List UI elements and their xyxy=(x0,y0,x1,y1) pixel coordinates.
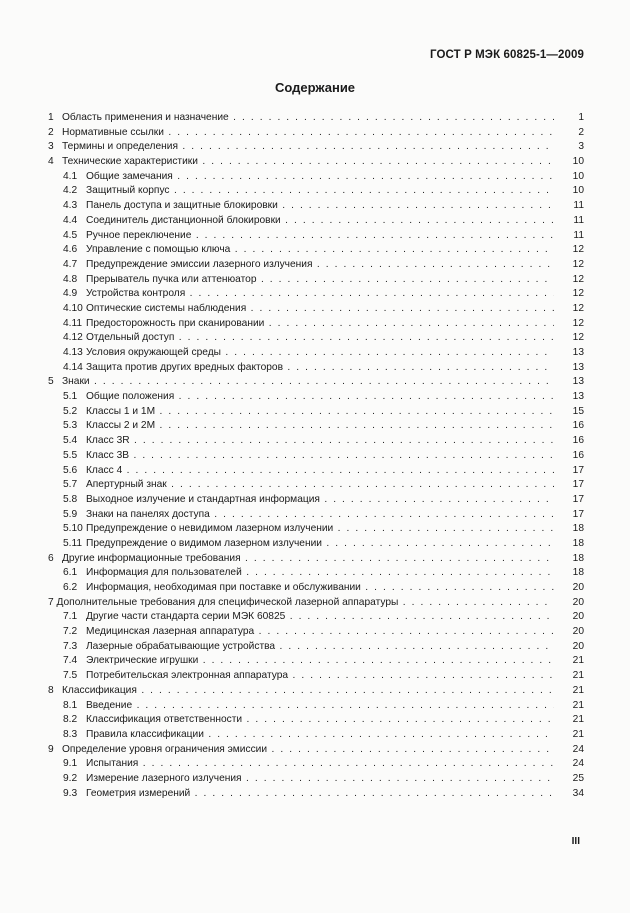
toc-entry-page: 18 xyxy=(572,523,584,535)
toc-entry-page: 13 xyxy=(572,376,584,388)
toc-entry-number: 4.1 xyxy=(63,170,78,182)
toc-entry-page: 25 xyxy=(572,772,584,784)
toc-entry-page: 20 xyxy=(572,611,584,623)
toc-entry-page: 15 xyxy=(572,405,584,417)
toc-entry[interactable] xyxy=(48,537,584,552)
toc-entry[interactable] xyxy=(48,140,584,155)
toc-entry-title: Нормативные ссылки . . . xyxy=(62,126,554,141)
toc-entry[interactable] xyxy=(48,508,584,523)
toc-entry-page: 20 xyxy=(572,582,584,593)
toc-entry-number: 5.1 xyxy=(63,391,78,403)
toc-entry-number: 5.8 xyxy=(63,493,78,505)
toc-entry-title: Отдельный доступ . . . xyxy=(86,331,554,346)
toc-entry[interactable] xyxy=(48,111,584,126)
toc-entry-number: 1 xyxy=(48,112,54,123)
page-title: Содержание xyxy=(274,80,356,95)
toc-entry-title: Выходное излучение и стандартная информация . . . xyxy=(86,493,554,508)
toc-entry[interactable] xyxy=(48,743,584,758)
toc-entry-title: Потребительская электронная аппаратура . . . xyxy=(86,669,554,684)
toc-entry-page: 17 xyxy=(572,493,584,505)
toc-entry[interactable] xyxy=(48,787,584,802)
toc-entry-number: 3 xyxy=(48,141,54,153)
toc-entry[interactable] xyxy=(48,419,584,434)
toc-entry-title: Предупреждение о невидимом лазерном излучении . . . xyxy=(86,522,554,537)
toc-entry-page: 20 xyxy=(572,626,584,638)
toc-entry-page: 17 xyxy=(572,508,584,520)
toc-entry-number: 4.3 xyxy=(63,200,78,212)
toc-entry-title: Геометрия измерений . . . xyxy=(86,787,554,802)
toc-entry-page: 10 xyxy=(572,185,584,197)
toc-entry-title: Защитный корпус . . . xyxy=(86,184,554,199)
toc-entry-title: Панель доступа и защитные блокировки . . . xyxy=(86,199,554,214)
toc-entry-number: 4.13 xyxy=(63,347,83,358)
toc-entry[interactable] xyxy=(48,684,584,699)
toc-entry-page: 34 xyxy=(572,787,584,799)
toc-entry[interactable] xyxy=(48,552,584,567)
toc-entry[interactable] xyxy=(48,464,584,479)
toc-entry[interactable] xyxy=(48,331,584,346)
toc-entry-page: 12 xyxy=(572,332,584,344)
toc-entry-number: 5.6 xyxy=(63,464,78,476)
toc-entry[interactable] xyxy=(48,713,584,728)
toc-entry-title: Технические характеристики . . . xyxy=(62,155,554,170)
toc-entry-page: 21 xyxy=(572,670,584,682)
toc-entry-page: 12 xyxy=(572,273,584,285)
toc-entry-page: 18 xyxy=(572,552,584,564)
toc-entry-title: Классификация ответственности . . . xyxy=(86,713,554,728)
toc-entry-number: 8.2 xyxy=(63,714,78,726)
toc-entry-number: 4.6 xyxy=(63,244,78,256)
toc-entry-number: 4 xyxy=(48,156,54,168)
toc-entry[interactable] xyxy=(48,640,584,655)
toc-entry-page: 2 xyxy=(578,126,584,138)
toc-entry-title: Знаки на панелях доступа . . . xyxy=(86,508,554,523)
toc-entry[interactable] xyxy=(48,317,584,332)
toc-entry-title: Общие положения . . . xyxy=(86,390,554,405)
toc-entry-title: Введение . . . xyxy=(86,699,554,714)
toc-entry-title: Общие замечания . . . xyxy=(86,170,554,185)
toc-entry-number: 9.3 xyxy=(63,787,78,799)
toc-entry-title: Защита против других вредных факторов . . . xyxy=(86,361,554,376)
toc-entry-title: Устройства контроля . . . xyxy=(86,287,554,302)
toc-entry-number: 7.5 xyxy=(63,670,78,682)
toc-entry-title: Правила классификации . . . xyxy=(86,728,554,743)
toc-entry-number: 5.9 xyxy=(63,508,78,520)
toc-entry-page: 12 xyxy=(572,317,584,329)
toc-entry-title: Область применения и назначение . . . xyxy=(62,111,554,126)
toc-entry-page: 20 xyxy=(572,640,584,652)
toc-entry-title: Класс 4 . . . xyxy=(86,464,554,479)
toc-entry-number: 4.2 xyxy=(63,185,78,197)
toc-entry-title: Термины и определения . . . xyxy=(62,140,554,155)
toc-entry[interactable] xyxy=(48,229,584,244)
toc-entry-page: 11 xyxy=(573,214,584,226)
toc-entry[interactable] xyxy=(48,184,584,199)
toc-entry-page: 21 xyxy=(572,714,584,726)
toc-entry-title: Информация для пользователей . . . xyxy=(86,566,554,581)
toc-entry-number: 5.10 xyxy=(63,523,83,535)
toc-entry-title: Предупреждение эмиссии лазерного излучения . . . xyxy=(86,258,554,273)
toc-entry[interactable] xyxy=(48,273,584,288)
toc-entry[interactable] xyxy=(48,126,584,141)
toc-entry-page: 21 xyxy=(572,728,584,740)
toc-entry[interactable] xyxy=(48,170,584,185)
toc-entry[interactable] xyxy=(48,243,584,258)
toc-entry[interactable] xyxy=(48,434,584,449)
toc-entry[interactable] xyxy=(48,772,584,787)
toc-entry-page: 16 xyxy=(572,435,584,447)
toc-entry-title: Соединитель дистанционной блокировки . . . xyxy=(86,214,554,229)
toc-entry-number: 5.11 xyxy=(63,537,83,549)
toc-entry-number: 4.14 xyxy=(63,361,83,373)
toc-entry-page: 18 xyxy=(572,567,584,579)
toc-entry[interactable] xyxy=(48,302,584,317)
toc-entry-number: 4.12 xyxy=(63,332,83,344)
toc-entry-number: 5.5 xyxy=(63,449,78,461)
toc-entry-number: 5 xyxy=(48,376,54,388)
toc-entry[interactable] xyxy=(48,728,584,743)
toc-entry-title: Измерение лазерного излучения . . . xyxy=(86,772,554,787)
toc-entry-number: 6.2 xyxy=(63,582,78,593)
toc-entry[interactable] xyxy=(48,654,584,669)
table-of-contents xyxy=(48,111,584,801)
toc-entry-title: Класс 3В . . . xyxy=(86,449,554,464)
toc-entry[interactable] xyxy=(48,625,584,640)
toc-entry-number: 7.1 xyxy=(63,611,78,623)
toc-entry-number: 4.4 xyxy=(63,214,78,226)
toc-entry-number: 5.3 xyxy=(63,420,78,432)
toc-entry-page: 11 xyxy=(573,200,584,212)
toc-entry-page: 20 xyxy=(572,596,584,608)
toc-entry-number: 4.7 xyxy=(63,258,78,270)
toc-entry-page: 18 xyxy=(572,537,584,549)
toc-entry-title: Классификация . . . xyxy=(62,684,554,699)
toc-entry-title: Предупреждение о видимом лазерном излучении . . . xyxy=(86,537,554,552)
toc-entry-page: 24 xyxy=(572,758,584,770)
toc-entry-title: Управление с помощью ключа . . . xyxy=(86,243,554,258)
toc-entry[interactable] xyxy=(48,610,584,625)
toc-entry-page: 16 xyxy=(572,449,584,461)
toc-entry-page: 13 xyxy=(572,391,584,403)
toc-entry[interactable] xyxy=(48,581,584,596)
toc-entry[interactable] xyxy=(48,258,584,273)
toc-entry-number: 7.2 xyxy=(63,626,78,638)
toc-entry-title: Классы 2 и 2М . . . xyxy=(86,419,554,434)
toc-entry[interactable] xyxy=(48,199,584,214)
toc-entry[interactable] xyxy=(48,669,584,684)
toc-entry-title: Информация, необходимая при поставке и обслуживании . . . xyxy=(86,581,554,596)
toc-entry-page: 21 xyxy=(572,699,584,711)
toc-entry-page: 16 xyxy=(572,420,584,432)
toc-entry-page: 11 xyxy=(573,229,584,241)
toc-entry-page: 21 xyxy=(572,655,584,667)
toc-entry-page: 10 xyxy=(572,156,584,168)
toc-entry-page: 24 xyxy=(572,743,584,755)
toc-entry-title: Другие части стандарта серии МЭК 60825 . . . xyxy=(86,610,554,625)
toc-entry-number: 5.4 xyxy=(63,435,78,447)
toc-entry-page: 17 xyxy=(572,479,584,491)
toc-entry-title: Предосторожность при сканировании . . . xyxy=(86,317,554,332)
toc-entry-page: 10 xyxy=(572,170,584,182)
toc-entry[interactable] xyxy=(48,699,584,714)
toc-entry-title: Знаки . . . xyxy=(62,375,554,390)
toc-entry-number: 8.3 xyxy=(63,728,78,740)
toc-entry-number: 9.1 xyxy=(63,758,78,770)
toc-entry-number: 7.3 xyxy=(63,640,78,652)
toc-entry-title: Медицинская лазерная аппаратура . . . xyxy=(86,625,554,640)
toc-entry-number: 4.8 xyxy=(63,273,78,285)
toc-entry-title: Класс 3R . . . xyxy=(86,434,554,449)
toc-entry-number: 6 xyxy=(48,552,54,564)
toc-entry-title: Электрические игрушки . . . xyxy=(86,654,554,669)
toc-entry-title: Ручное переключение . . . xyxy=(86,229,554,244)
toc-entry-page: 13 xyxy=(572,347,584,358)
toc-entry[interactable] xyxy=(48,757,584,772)
toc-entry-number: 4.5 xyxy=(63,229,78,241)
toc-entry-number: 8 xyxy=(48,684,54,696)
toc-entry-number: 5.2 xyxy=(63,405,78,417)
toc-entry[interactable] xyxy=(48,214,584,229)
toc-entry-number: 4.10 xyxy=(63,302,83,314)
toc-entry-title: Прерыватель пучка или аттенюатор . . . xyxy=(86,273,554,288)
page-number: III xyxy=(571,836,580,847)
toc-entry-number: 5.7 xyxy=(63,479,78,491)
toc-entry-title: Определение уровня ограничения эмиссии . . . xyxy=(62,743,554,758)
toc-entry-number: 4.9 xyxy=(63,288,78,300)
toc-entry-title: Оптические системы наблюдения . . . xyxy=(86,302,554,317)
toc-entry[interactable] xyxy=(48,449,584,464)
toc-entry[interactable] xyxy=(48,346,584,361)
toc-entry-page: 12 xyxy=(572,288,584,300)
document-code-header: ГОСТ Р МЭК 60825-1—2009 xyxy=(430,49,584,61)
toc-entry-page: 13 xyxy=(572,361,584,373)
toc-entry-page: 21 xyxy=(572,684,584,696)
toc-entry[interactable] xyxy=(48,566,584,581)
toc-entry-title: Другие информационные требования . . . xyxy=(62,552,554,567)
toc-entry-title: Классы 1 и 1М . . . xyxy=(86,405,554,420)
toc-entry-title: 7 Дополнительные требования для специфической лазерной аппаратуры . . . xyxy=(48,596,554,611)
toc-entry-number: 9.2 xyxy=(63,772,78,784)
toc-entry[interactable] xyxy=(48,287,584,302)
toc-entry[interactable] xyxy=(48,405,584,420)
toc-entry-page: 1 xyxy=(578,112,584,123)
toc-entry-page: 12 xyxy=(572,302,584,314)
toc-entry-number: 2 xyxy=(48,126,54,138)
toc-entry[interactable] xyxy=(48,493,584,508)
toc-entry-number: 6.1 xyxy=(63,567,78,579)
toc-entry-page: 12 xyxy=(572,244,584,256)
toc-entry[interactable] xyxy=(48,361,584,376)
toc-entry[interactable] xyxy=(48,390,584,405)
toc-entry[interactable] xyxy=(48,375,584,390)
toc-entry-title: Лазерные обрабатывающие устройства . . . xyxy=(86,640,554,655)
toc-entry-number: 7.4 xyxy=(63,655,78,667)
toc-entry-title: Испытания . . . xyxy=(86,757,554,772)
toc-entry[interactable] xyxy=(48,522,584,537)
toc-entry-number: 4.11 xyxy=(63,317,83,329)
toc-entry[interactable] xyxy=(48,478,584,493)
toc-entry-title: Условия окружающей среды . . . xyxy=(86,346,554,361)
toc-entry-number: 9 xyxy=(48,743,54,755)
toc-entry-page: 3 xyxy=(578,141,584,153)
toc-entry-number: 8.1 xyxy=(63,699,78,711)
toc-entry[interactable] xyxy=(48,155,584,170)
toc-entry-page: 17 xyxy=(572,464,584,476)
toc-entry-title: Апертурный знак . . . xyxy=(86,478,554,493)
toc-entry-page: 12 xyxy=(572,258,584,270)
toc-entry[interactable] xyxy=(48,596,584,611)
